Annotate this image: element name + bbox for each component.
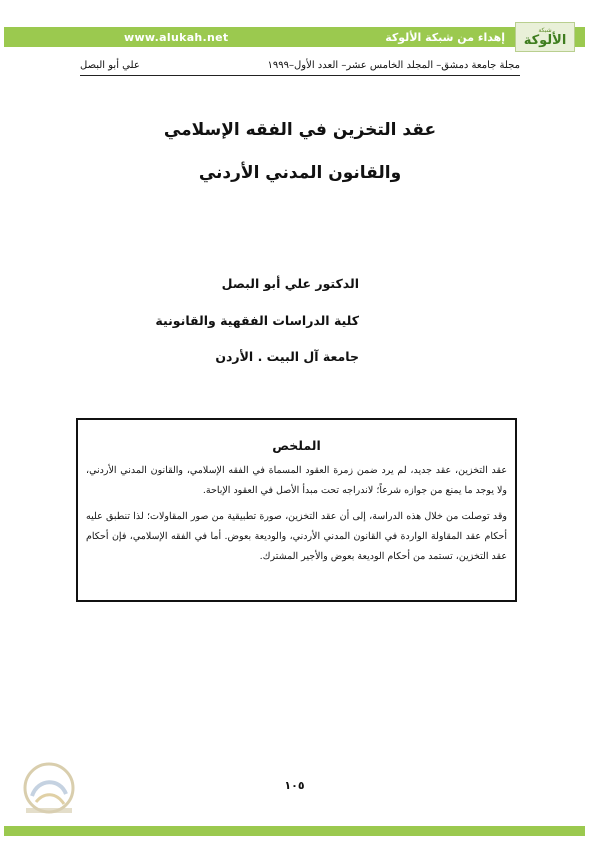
bottom-bar (4, 826, 585, 836)
abstract-heading: الملخص (272, 438, 321, 453)
title-line-1: عقد التخزين في الفقه الإسلامي (163, 120, 437, 140)
logo-main-text: الألوكة (523, 32, 567, 48)
header-author: علي أبو البصل (80, 59, 140, 71)
banner-url[interactable]: www.alukah.net (124, 30, 229, 44)
abstract-paragraph-1: عقد التخزين، عقد جديد، لم يرد ضمن زمرة العقود المسماة في الفقه الإسلامي، والقانون المدني الأردني، ولا يوجد ما يمنع من جوازه شرعاً؛ لاندراجه تحت مبدأ الأصل في العقود الإباحة. (86, 465, 507, 496)
header-journal: مجلة جامعة دمشق– المجلد الخامس عشر– العدد الأول–١٩٩٩ (267, 59, 520, 71)
alukah-logo[interactable] (515, 22, 575, 52)
page-number: ١٠٥ (284, 779, 305, 792)
author-university: جامعة آل البيت . الأردن (215, 349, 359, 364)
logo-small-text: شبكة (538, 26, 552, 34)
abstract-paragraph-2: وقد توصلت من خلال هذه الدراسة، إلى أن عقد التخزين، صورة تطبيقية من صور المقاولات؛ لذا تنطبق عليه أحكام عقد المقاولة الواردة في القانون المدني الأردني، والوديعة بعوض. أما في الفقه الإسلامي، فإن أحكام عقد التخزين، تستمد من أحكام الوديعة بعوض والأجير المشترك. (86, 511, 507, 562)
author-name: الدكتور علي أبو البصل (221, 276, 359, 291)
watermark-logo-icon (14, 758, 84, 818)
title-line-2: والقانون المدني الأردني (198, 163, 402, 183)
top-banner (4, 27, 585, 47)
author-college: كلية الدراسات الفقهية والقانونية (155, 313, 359, 328)
running-header (80, 58, 520, 72)
abstract-box (76, 418, 517, 602)
banner-gift-text: إهداء من شبكة الألوكة (385, 30, 505, 44)
header-divider (80, 75, 520, 76)
